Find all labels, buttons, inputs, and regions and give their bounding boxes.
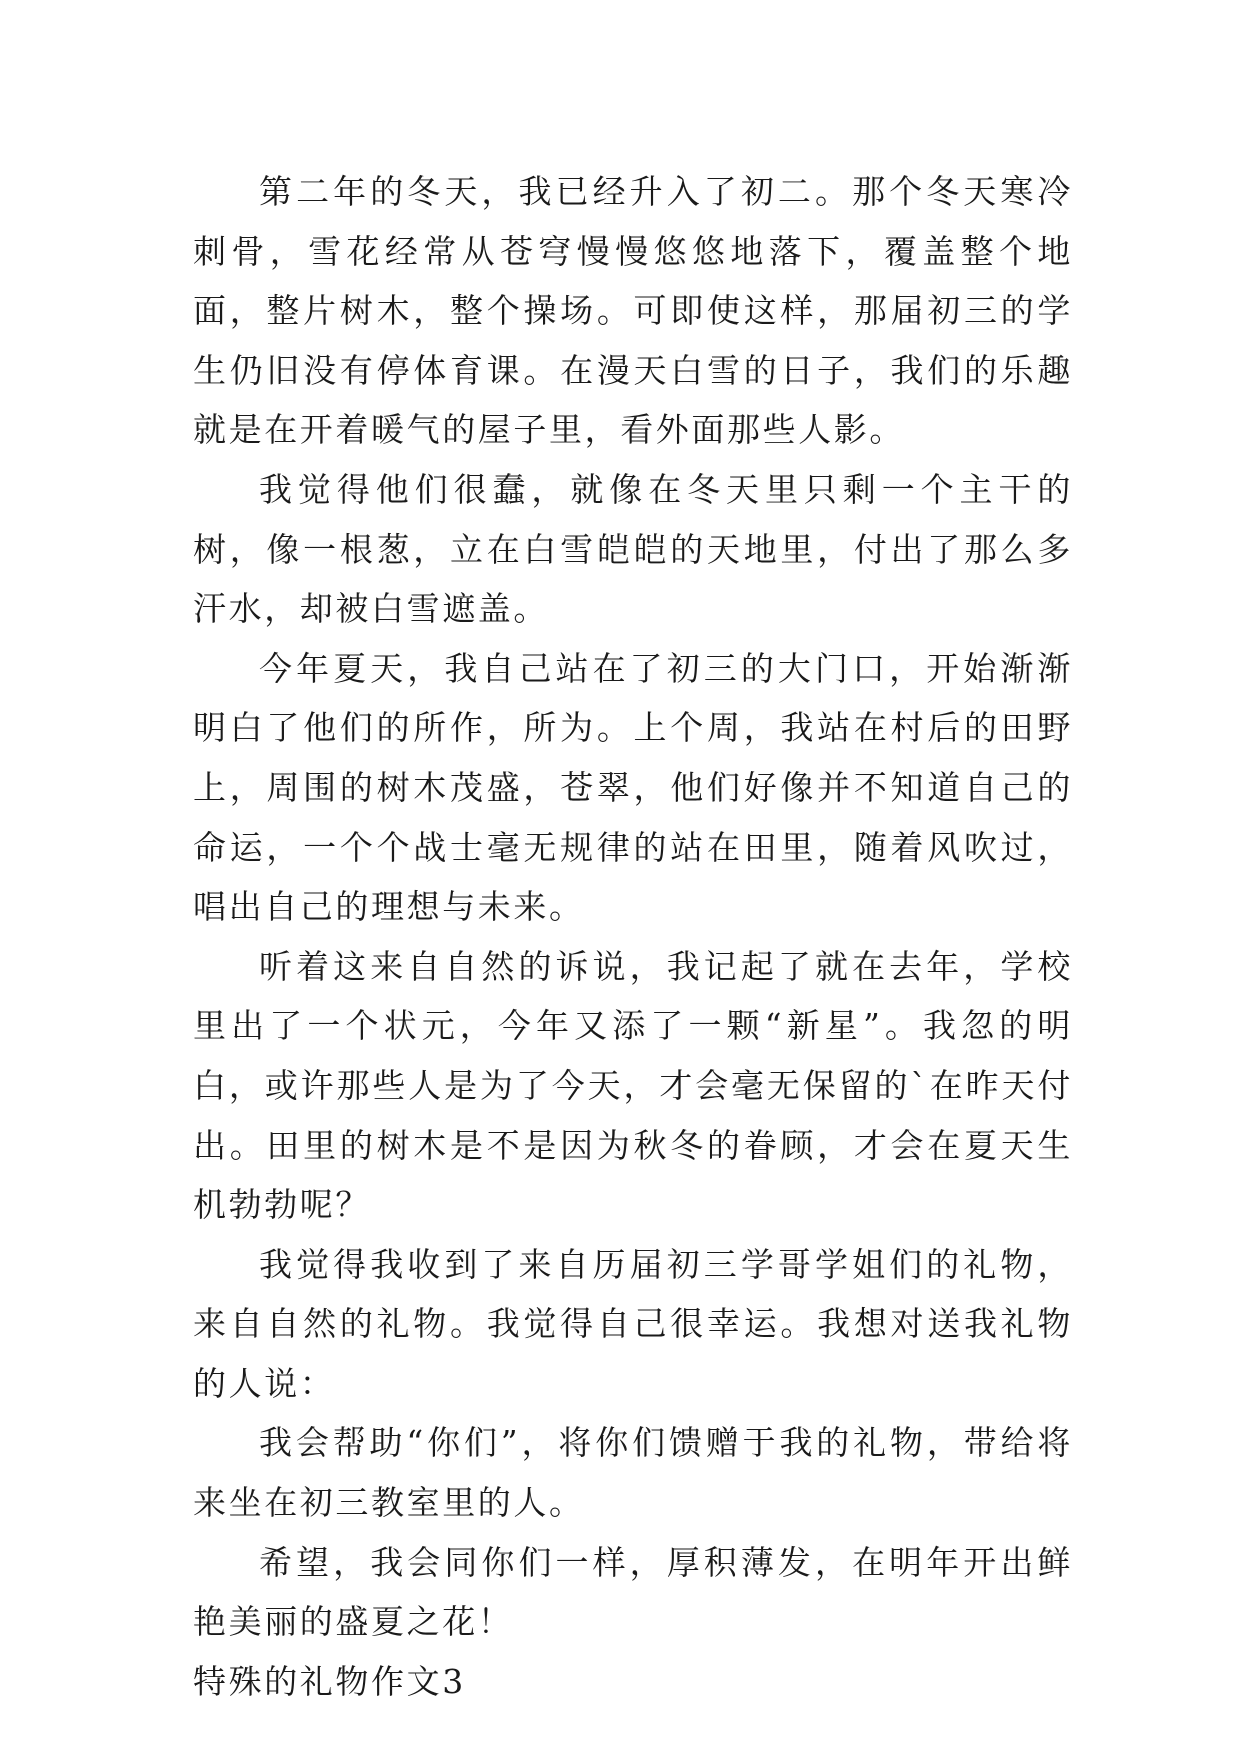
paragraph-trees-in-snow: 我觉得他们很蠢，就像在冬天里只剩一个主干的树，像一根葱，立在白雪皑皑的天地里，付出了那么多汗水，却被白雪遮盖。: [193, 469, 1073, 629]
paragraph-winter: 第二年的冬天，我已经升入了初二。那个冬天寒冷刺骨，雪花经常从苍穹慢慢悠悠地落下，覆盖整个地面，整片树木，整个操场。可即使这样，那届初三的学生仍旧没有停体育课。在漫天白雪的日子，我们的乐趣就是在开着暖气的屋子里，看外面那些人影。: [193, 172, 1073, 450]
section-heading: 特殊的礼物作文3: [193, 1661, 466, 1701]
paragraph-promise: 我会帮助“你们”，将你们馈赠于我的礼物，带给将来坐在初三教室里的人。: [193, 1423, 1073, 1523]
paragraph-hope: 希望，我会同你们一样，厚积薄发，在明年开出鲜艳美丽的盛夏之花！: [193, 1542, 1073, 1642]
paragraph-summer: 今年夏天，我自己站在了初三的大门口，开始渐渐明白了他们的所作，所为。上个周，我站在村后的田野上，周围的树木茂盛，苍翠，他们好像并不知道自己的命运，一个个战士毫无规律的站在田里，随着风吹过，唱出自己的理想与未来。: [193, 648, 1073, 927]
paragraph-gift: 我觉得我收到了来自历届初三学哥学姐们的礼物，来自自然的礼物。我觉得自己很幸运。我想对送我礼物的人说：: [193, 1244, 1073, 1403]
essay-body: [193, 162, 1073, 1711]
paragraph-new-star: 听着这来自自然的诉说，我记起了就在去年，学校里出了一个状元，今年又添了一颗“新星”。我忽的明白，或许那些人是为了今天，才会毫无保留的`在昨天付出。田里的树木是不是因为秋冬的眷顾，才会在夏天生机勃勃呢？: [193, 946, 1073, 1225]
